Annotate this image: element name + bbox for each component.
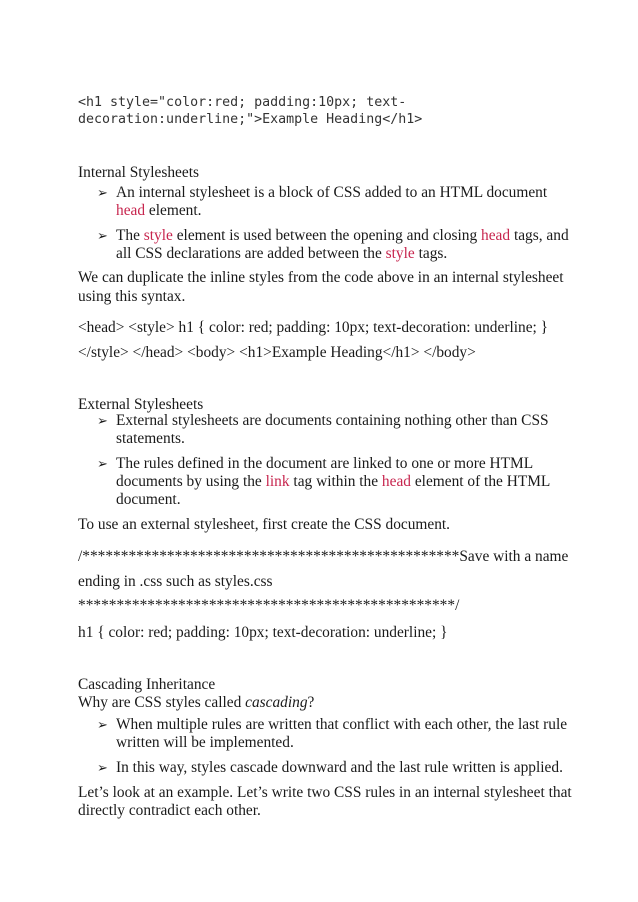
bullet-text-cont: document. [116, 491, 181, 508]
paragraph: Let’s look at an example. Let’s write two CSS rules in an internal stylesheet that [78, 784, 572, 801]
bullet-text-cont: written will be implemented. [116, 734, 294, 751]
keyword-link: link [265, 473, 290, 490]
bullet-icon: ➢ [97, 761, 108, 776]
paragraph: using this syntax. [78, 288, 186, 305]
code-line: decoration:underline;">Example Heading</h1> [78, 112, 423, 127]
question: Why are CSS styles called cascading? [78, 694, 315, 711]
bullet-text: The style element is used between the opening and closing head tags, and [116, 227, 569, 244]
code-line: <h1 style="color:red; padding:10px; text- [78, 95, 407, 110]
keyword-style: style [385, 245, 415, 262]
bullet-icon: ➢ [97, 457, 108, 472]
keyword-head: head [481, 227, 511, 244]
bullet-text: When multiple rules are written that conflict with each other, the last rule [116, 716, 568, 733]
code-example: </style> </head> <body> <h1>Example Heading</h1> </body> [78, 344, 476, 361]
css-rule: h1 { color: red; padding: 10px; text-decoration: underline; } [78, 624, 448, 641]
bullet-text: An internal stylesheet is a block of CSS added to an HTML document [116, 184, 548, 201]
code-example: <head> <style> h1 { color: red; padding: 10px; text-decoration: underline; } [78, 319, 549, 336]
bullet-text-cont: head element. [116, 202, 202, 219]
section-heading-internal: Internal Stylesheets [78, 164, 199, 181]
bullet-text: External stylesheets are documents containing nothing other than CSS [116, 412, 549, 429]
bullet-icon: ➢ [97, 718, 108, 733]
bullet-text-cont: all CSS declarations are added between the style tags. [116, 245, 448, 262]
bullet-text-cont: documents by using the link tag within the head element of the HTML [116, 473, 551, 490]
paragraph: We can duplicate the inline styles from the code above in an internal stylesheet [78, 269, 564, 286]
bullet-icon: ➢ [97, 229, 108, 244]
keyword-head: head [381, 473, 411, 490]
paragraph: To use an external stylesheet, first create the CSS document. [78, 516, 451, 533]
bullet-text: In this way, styles cascade downward and the last rule written is applied. [116, 759, 563, 776]
paragraph: directly contradict each other. [78, 802, 261, 819]
css-comment-line: /************************************************* Save with a name [78, 548, 569, 565]
bullet-icon: ➢ [97, 414, 108, 429]
css-comment-line: *************************************************/ [78, 597, 460, 614]
keyword-head: head [116, 202, 146, 219]
bullet-icon: ➢ [97, 186, 108, 201]
keyword-style: style [143, 227, 173, 244]
bullet-text-cont: statements. [116, 430, 185, 447]
css-comment-line: ending in .css such as styles.css [78, 573, 273, 590]
section-heading-cascading: Cascading Inheritance [78, 676, 216, 693]
bullet-text: The rules defined in the document are linked to one or more HTML [116, 455, 534, 472]
section-heading-external: External Stylesheets [78, 396, 204, 413]
